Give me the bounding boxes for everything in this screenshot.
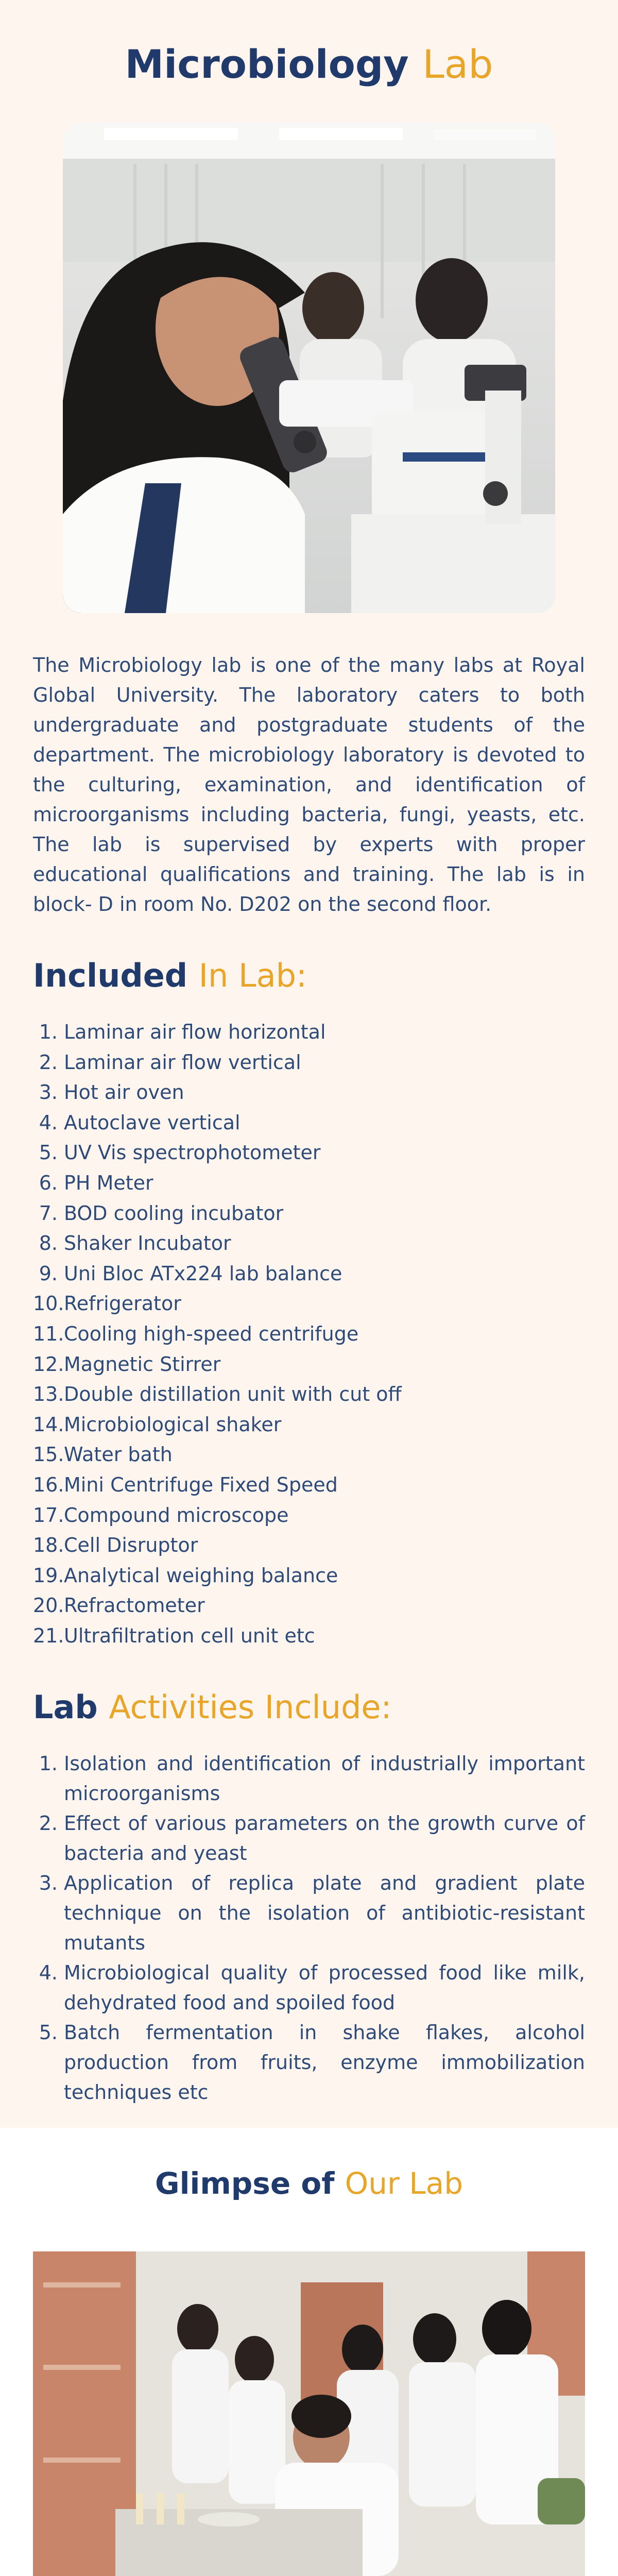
equipment-heading bbox=[33, 955, 585, 996]
list-item: Water bath bbox=[64, 1443, 173, 1466]
list-item: Hot air oven bbox=[64, 1081, 184, 1104]
list-item: Refrigerator bbox=[64, 1292, 181, 1315]
lab-description: The Microbiology lab is one of the many labs at Royal Global University. The laboratory caters to both undergraduate and postgraduate students of the department. The microbiology laboratory is devoted to the culturing, examination, and identification of microorganisms including bacteria, fungi, yeasts, etc. The lab is supervised by experts with proper educational qualifications and training. The lab is in block- D in room No. D202 on the second floor. bbox=[33, 654, 585, 916]
activities-heading-main: Lab bbox=[33, 1688, 98, 1726]
activities-heading bbox=[33, 1687, 585, 1728]
list-item: Magnetic Stirrer bbox=[64, 1352, 221, 1376]
equipment-heading-main: Included bbox=[33, 957, 188, 994]
hero-photo bbox=[63, 123, 555, 613]
equipment-heading-accent: In Lab: bbox=[198, 957, 307, 994]
list-item: Cell Disruptor bbox=[64, 1534, 198, 1557]
equipment-list bbox=[33, 1017, 585, 1651]
gallery-heading-main: Glimpse of bbox=[154, 2166, 335, 2201]
list-item: Effect of various parameters on the growth curve of bacteria and yeast bbox=[64, 1812, 585, 1865]
page-title-main: Microbiology bbox=[125, 41, 409, 87]
list-item: PH Meter bbox=[64, 1171, 153, 1194]
gallery-photo-group-demo[interactable] bbox=[33, 2251, 585, 2576]
page-title-accent: Lab bbox=[422, 41, 493, 87]
list-item: Compound microscope bbox=[64, 1503, 289, 1527]
gallery-heading bbox=[33, 2128, 585, 2204]
list-item: UV Vis spectrophotometer bbox=[64, 1141, 321, 1164]
list-item: Laminar air flow vertical bbox=[64, 1050, 301, 1074]
list-item: Uni Bloc ATx224 lab balance bbox=[64, 1262, 342, 1285]
gallery-section bbox=[0, 2128, 618, 2576]
page-title bbox=[33, 0, 585, 87]
list-item: Ultrafiltration cell unit etc bbox=[64, 1624, 315, 1647]
list-item: Double distillation unit with cut off bbox=[64, 1383, 402, 1406]
list-item: Shaker Incubator bbox=[64, 1232, 231, 1255]
list-item: BOD cooling incubator bbox=[64, 1201, 284, 1225]
list-item: Analytical weighing balance bbox=[64, 1564, 338, 1587]
list-item: Mini Centrifuge Fixed Speed bbox=[64, 1473, 338, 1496]
list-item: Laminar air flow horizontal bbox=[64, 1021, 326, 1043]
list-item: Cooling high-speed centrifuge bbox=[64, 1322, 359, 1345]
list-item: Application of replica plate and gradient plate technique on the isolation of antibiotic-resistant mutants bbox=[64, 1872, 585, 1955]
activities-list bbox=[33, 1749, 585, 2107]
list-item: Refractometer bbox=[64, 1594, 205, 1617]
list-item: Autoclave vertical bbox=[64, 1111, 241, 1134]
gallery-heading-accent: Our Lab bbox=[345, 2166, 464, 2201]
list-item: Microbiological quality of processed food like milk, dehydrated food and spoiled food bbox=[64, 1961, 585, 2014]
hero-image-students-at-microscopes bbox=[63, 123, 555, 613]
activities-heading-accent: Activities Include: bbox=[109, 1688, 392, 1726]
list-item: Isolation and identification of industrially important microorganisms bbox=[64, 1752, 585, 1805]
list-item: Microbiological shaker bbox=[64, 1413, 282, 1436]
list-item: Batch fermentation in shake flakes, alcohol production from fruits, enzyme immobilization techniques etc bbox=[64, 2021, 585, 2104]
